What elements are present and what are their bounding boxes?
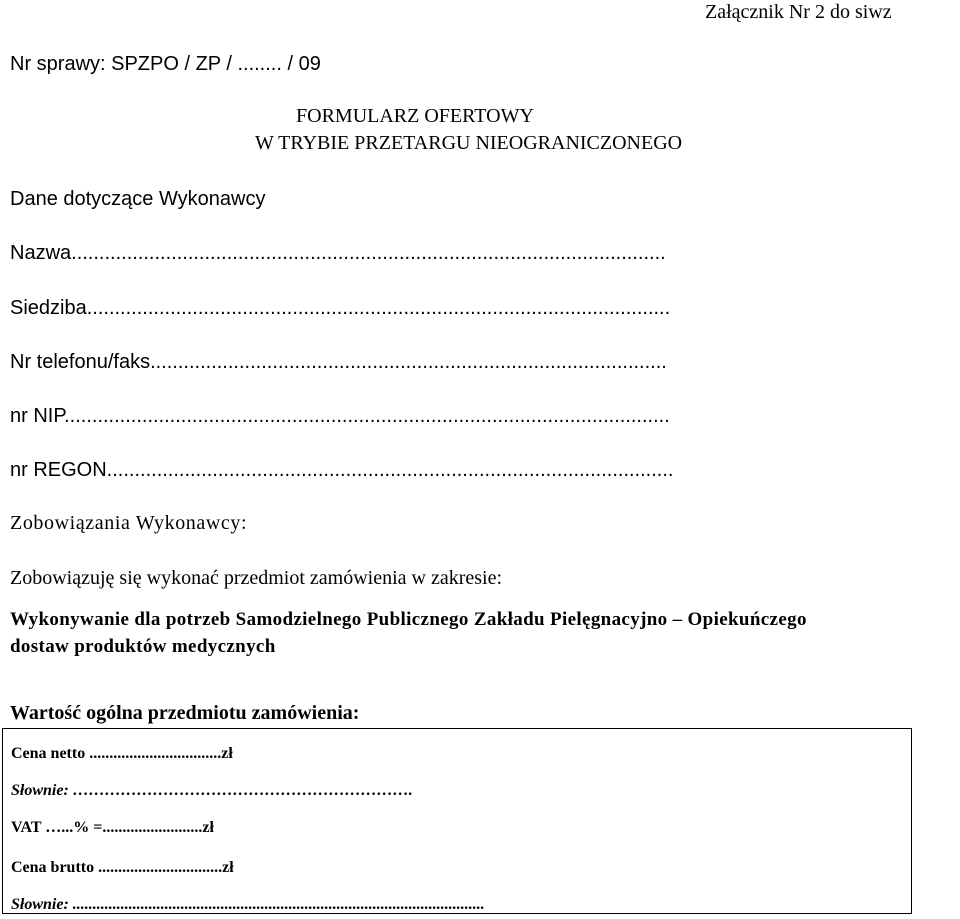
net-price-words-line: Słownie: ………………………………………………………. (11, 782, 413, 799)
contractor-name-field: Nazwa........................................................................................................... (10, 243, 666, 263)
obligations-statement: Zobowiązuję się wykonać przedmiot zamówienia w zakresie: (10, 567, 503, 589)
contractor-regon-field: nr REGON...................................................................................................... (10, 460, 674, 480)
contractor-nip-field: nr NIP............................................................................................................. (10, 406, 670, 426)
scope-line2: dostaw produktów medycznych (10, 636, 276, 657)
scope-line1: Wykonywanie dla potrzeb Samodzielnego Publicznego Zakładu Pielęgnacyjno – Opiekuńczego (10, 609, 807, 630)
net-price-line: Cena netto .................................zł (11, 745, 233, 762)
attachment-label: Załącznik Nr 2 do siwz (705, 1, 892, 23)
contractor-phone-field: Nr telefonu/faks............................................................................................. (10, 352, 667, 372)
case-number: Nr sprawy: SPZPO / ZP / ........ / 09 (10, 53, 321, 75)
form-title-line2: W TRYBIE PRZETARGU NIEOGRANICZONEGO (255, 132, 683, 154)
value-heading: Wartość ogólna przedmiotu zamówienia: (10, 702, 360, 724)
contractor-seat-field: Siedziba......................................................................................................... (10, 298, 671, 318)
form-title-line1: FORMULARZ OFERTOWY (296, 105, 534, 127)
obligations-heading: Zobowiązania Wykonawcy: (10, 512, 248, 534)
gross-price-line: Cena brutto ...............................zł (11, 859, 234, 876)
price-box (2, 728, 912, 914)
contractor-heading: Dane dotyczące Wykonawcy (10, 188, 266, 210)
gross-price-words-line: Słownie: ....................................................................................................... (11, 896, 485, 913)
vat-line: VAT …...% =.........................zł (11, 819, 214, 836)
